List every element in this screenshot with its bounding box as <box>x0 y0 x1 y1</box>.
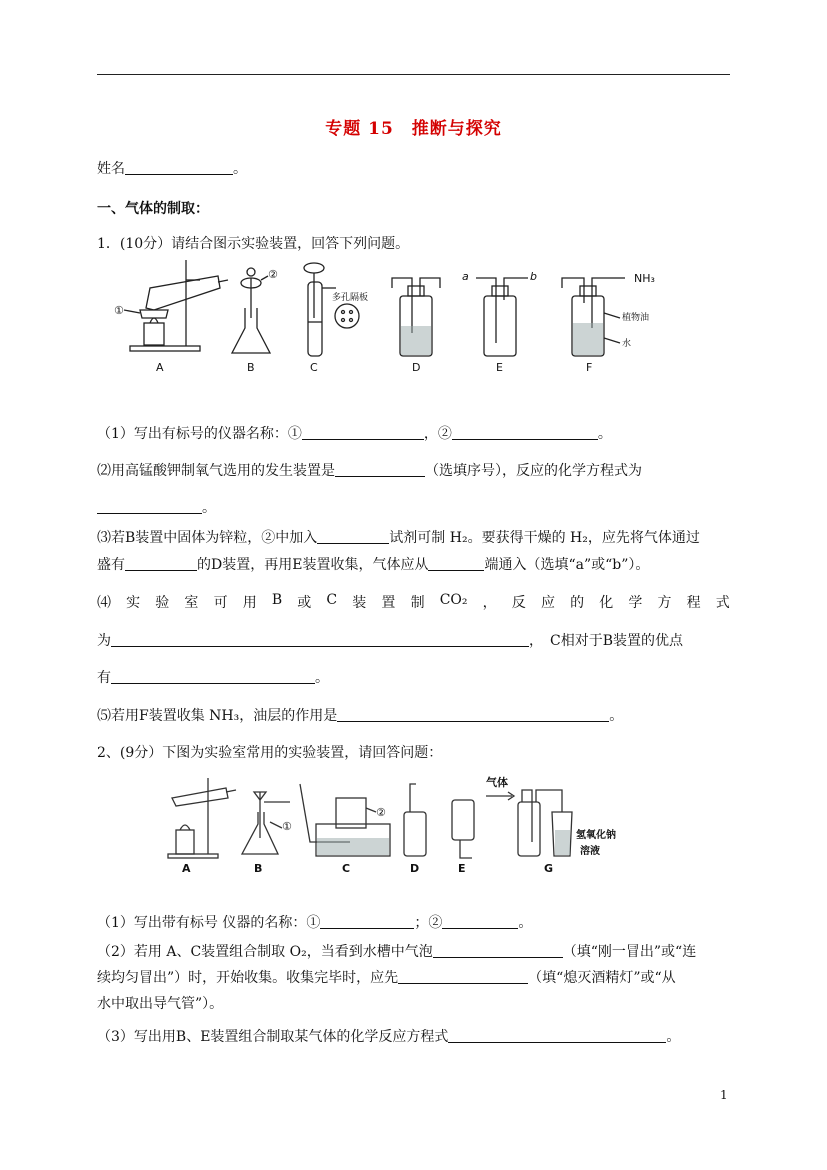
q1-p1-blank2[interactable] <box>452 425 598 440</box>
page-title: 专题 15 推断与探究 <box>325 119 502 139</box>
q1-part1: （1）写出有标号的仪器名称：① ，② 。 <box>97 426 612 442</box>
header-rule <box>97 74 730 75</box>
mark-two: ② <box>268 268 278 281</box>
q1-part2-cont: 。 <box>97 497 216 517</box>
q2-part2-cont: 续均匀冒出”）时，开始收集。收集完毕时，应先 （填“熄灭酒精灯”或“从 <box>97 970 676 986</box>
name-line: 姓名 。 <box>97 161 247 177</box>
q2-fig-label-b: B <box>254 862 263 875</box>
q1-part3-cont: 盛有 的D装置，再用E装置收集，气体应从 端通入（选填“a”或“b”）。 <box>97 557 650 573</box>
page-number: 1 <box>720 1088 728 1102</box>
name-label: 姓名 <box>97 161 125 177</box>
q2-p2-blank1[interactable] <box>433 943 563 958</box>
fig-label-c: C <box>310 361 318 374</box>
q2-stem: 2、(9分）下图为实验室常用的实验装置，请回答问题： <box>97 745 443 761</box>
fig-label-a: A <box>156 361 164 374</box>
q2-part2: （2）若用 A、C装置组合制取 O₂，当看到水槽中气泡 （填“刚一冒出”或“连 <box>97 944 697 960</box>
section-heading: 一、气体的制取： <box>97 201 209 217</box>
q1-part5: ⑸若用F装置收集 NH₃，油层的作用是 。 <box>97 708 624 724</box>
mark-b: b <box>530 270 537 283</box>
name-blank[interactable] <box>125 160 233 175</box>
q2-mark-two: ② <box>376 806 386 819</box>
q2-fig-label-c: C <box>342 862 351 875</box>
porous-plate-label: 多孔隔板 <box>332 293 369 303</box>
nh3-label: NH₃ <box>634 272 655 285</box>
q1-p2-blank1[interactable] <box>335 462 425 477</box>
q1-stem: 1．(10分）请结合图示实验装置，回答下列问题。 <box>97 236 410 252</box>
mark-a: a <box>462 270 469 283</box>
q1-apparatus-figure <box>110 258 690 378</box>
q1-p3-blank1[interactable] <box>317 529 389 544</box>
q1-p3-blank3[interactable] <box>428 556 484 571</box>
q1-p4-blank2[interactable] <box>111 669 315 684</box>
q2-p3-blank[interactable] <box>448 1028 666 1043</box>
q2-apparatus-figure <box>160 772 660 884</box>
q2-mark-one: ① <box>282 820 292 833</box>
q2-part1: （1）写出带有标号 仪器的名称：① ；② 。 <box>97 915 533 931</box>
q1-p3-blank2[interactable] <box>125 556 197 571</box>
q1-part4: ⑷ 实 验 室 可 用 B 或 C 装 置 制 CO₂ ， 反 应 的 化 学 方 程 式 <box>97 592 730 611</box>
fig-label-e: E <box>496 361 503 374</box>
q2-part2-cont2: 水中取出导气管”）。 <box>97 996 224 1012</box>
q1-p5-blank[interactable] <box>337 707 609 722</box>
q1-part3: ⑶若B装置中固体为锌粒，②中加入 试剂可制 H₂。要获得干燥的 H₂，应先将气体通过 <box>97 530 700 546</box>
q1-part4-line2: 为 ， C相对于B装置的优点 <box>97 633 683 649</box>
q2-p1-blank2[interactable] <box>442 914 518 929</box>
q2-fig-label-e: E <box>458 862 466 875</box>
q2-fig-label-a: A <box>182 862 191 875</box>
naoh-label-2: 溶液 <box>580 846 600 857</box>
water-label: 水 <box>622 339 632 349</box>
fig-label-d: D <box>412 361 421 374</box>
q1-p2-blank2[interactable] <box>97 499 202 514</box>
naoh-label-1: 氢氧化钠 <box>576 830 616 841</box>
mark-one: ① <box>114 304 124 317</box>
q1-part4-line3: 有 。 <box>97 670 329 686</box>
fig-label-b: B <box>247 361 255 374</box>
q2-part3: （3）写出用B、E装置组合制取某气体的化学反应方程式 。 <box>97 1029 681 1045</box>
q1-p1-blank1[interactable] <box>302 425 424 440</box>
fig-label-f: F <box>586 361 593 374</box>
q2-p1-blank1[interactable] <box>320 914 414 929</box>
q1-p4-blank1[interactable] <box>111 632 529 647</box>
gas-label: 气体 <box>486 776 508 789</box>
q1-part2: ⑵用高锰酸钾制氧气选用的发生装置是 （选填序号），反应的化学方程式为 <box>97 463 642 479</box>
q2-fig-label-g: G <box>544 862 554 875</box>
q2-fig-label-d: D <box>410 862 420 875</box>
oil-label: 植物油 <box>622 313 650 323</box>
q2-p2-blank2[interactable] <box>398 969 528 984</box>
